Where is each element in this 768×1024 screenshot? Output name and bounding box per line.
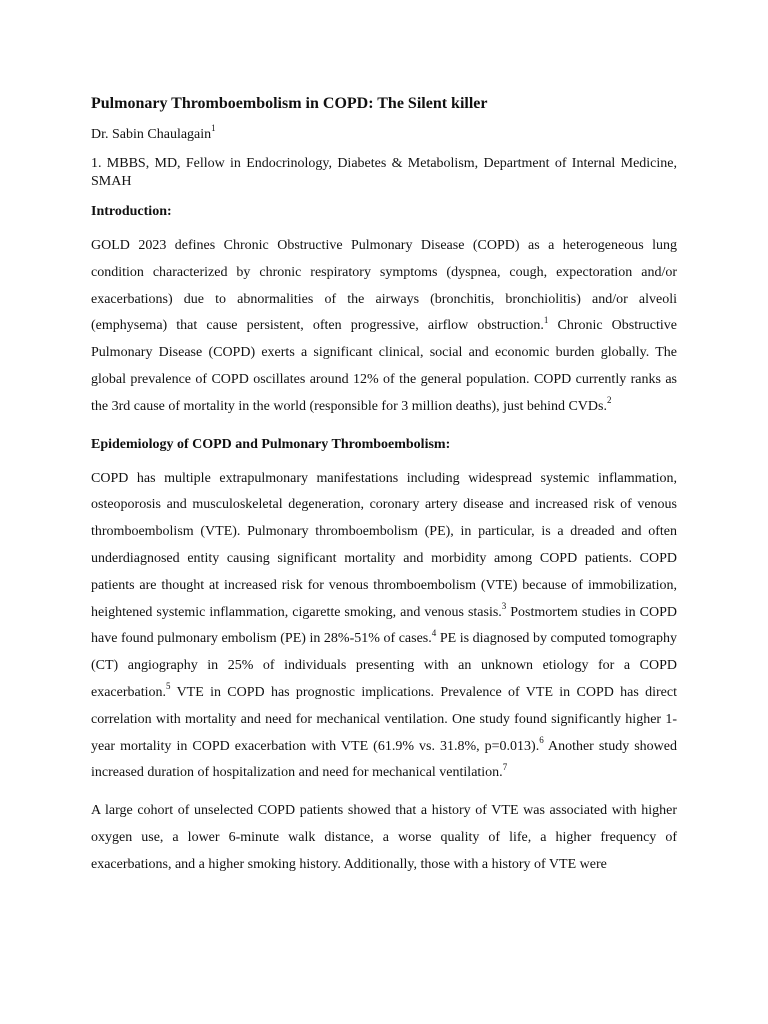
epi-text-4: VTE in COPD has prognostic implications. Prevalence of VTE in COPD has direct correlation with mortality and need for mechanical ventilation. One study found significantly higher 1-year mortality in COPD exacerbation with VTE (61.9% vs. 31.8%, p=0.013).	[91, 684, 677, 754]
document-title: Pulmonary Thromboembolism in COPD: The Silent killer	[91, 95, 488, 112]
author-line	[91, 125, 677, 145]
introduction-paragraph	[91, 233, 677, 421]
epi-text-2: Postmortem studies in COPD have found pulmonary embolism (PE) in 28%-51% of cases.	[91, 604, 677, 647]
introduction-heading: Introduction:	[91, 204, 172, 219]
document-page	[91, 93, 677, 879]
citation-6: 6	[539, 734, 544, 745]
intro-text-1: GOLD 2023 defines Chronic Obstructive Pulmonary Disease (COPD) as a heterogeneous lung condition characterized by chronic respiratory symptoms (dyspnea, cough, expectoration and/or exacerbations) due to abnormalities of the airways (bronchitis, bronchiolitis) and/or alveoli (emphysema) that cause persistent, often progressive, airflow obstruction.	[91, 238, 677, 334]
citation-2: 2	[606, 395, 612, 406]
cohort-paragraph: A large cohort of unselected COPD patients showed that a history of VTE was associated with higher oxygen use, a lower 6-minute walk distance, a worse quality of life, a higher frequency of exacerbations, and a higher smoking history. Additionally, those with a history of VTE were	[91, 803, 677, 872]
epidemiology-paragraph	[91, 466, 677, 788]
epi-text-5: Another study showed increased duration of hospitalization and need for mechanical ventilation.	[91, 738, 677, 781]
citation-1: 1	[543, 314, 549, 325]
epi-text-3: PE is diagnosed by computed tomography (CT) angiography in 25% of individuals presenting with an unknown etiology for a COPD exacerbation.	[91, 631, 677, 700]
citation-4: 4	[431, 627, 437, 638]
citation-7: 7	[502, 761, 508, 772]
intro-text-2: Chronic Obstructive Pulmonary Disease (COPD) exerts a significant clinical, social and economic burden globally. The global prevalence of COPD oscillates around 12% of the general population. COPD currently ranks as the 3rd cause of mortality in the world (responsible for 3 million deaths), just behind CVDs.	[91, 318, 678, 414]
affiliation: 1. MBBS, MD, Fellow in Endocrinology, Diabetes & Metabolism, Department of Internal Medicine, SMAH	[91, 156, 677, 189]
epi-text-1: COPD has multiple extrapulmonary manifestations including widespread systemic inflammation, osteoporosis and musculoskeletal degeneration, coronary artery disease and increased risk of venous thromboembolism (VTE). Pulmonary thromboembolism (PE), in particular, is a dreaded and often underdiagnosed entity causing significant mortality and morbidity among COPD patients. COPD patients are thought at increased risk for venous thromboembolism (VTE) because of immobilization, heightened systemic inflammation, cigarette smoking, and venous stasis.	[91, 470, 677, 620]
author-superscript: 1	[211, 123, 216, 134]
citation-5: 5	[166, 681, 171, 692]
citation-3: 3	[501, 600, 507, 611]
author-name: Dr. Sabin Chaulagain	[91, 127, 212, 142]
epidemiology-heading: Epidemiology of COPD and Pulmonary Thromboembolism:	[91, 436, 451, 452]
